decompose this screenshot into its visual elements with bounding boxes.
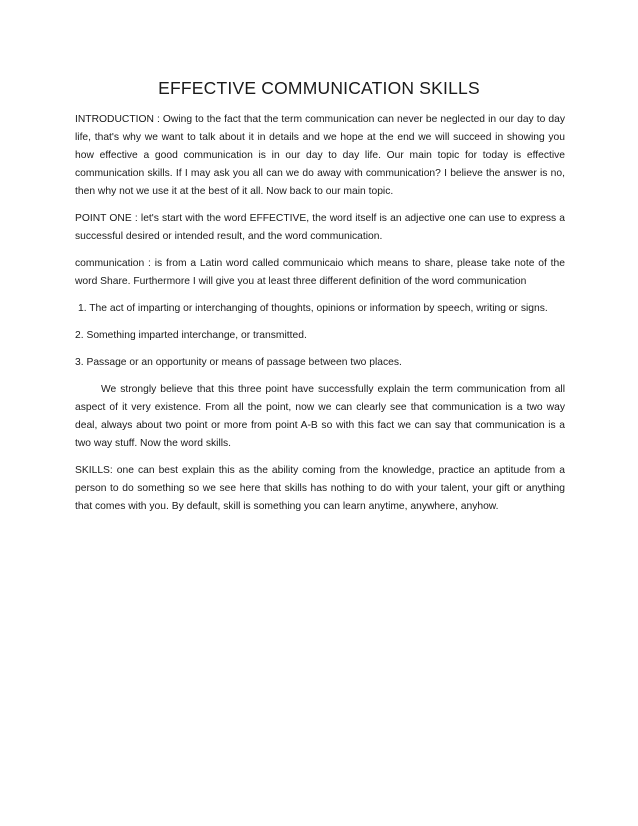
paragraph-communication-definition: communication : is from a Latin word called communicaio which means to share, please take note of the word Share. Furthermore I will give you at least three different definition of the word communication: [75, 258, 565, 287]
paragraph-point-one: POINT ONE : let's start with the word EFFECTIVE, the word itself is an adjective one can use to express a successful desired or intended result, and the word communication.: [75, 213, 565, 242]
paragraph-skills: SKILLS: one can best explain this as the ability coming from the knowledge, practice an aptitude from a person to do something so we see here that skills has nothing to do with your talent, your gift or anything that comes with you. By default, skill is something you can learn anytime, anywhere, anyhow.: [75, 465, 565, 512]
paragraph-introduction: INTRODUCTION : Owing to the fact that the term communication can never be neglected in our day to day life, that's why we want to talk about it in details and we hope at the end we will succeed in showing you how effective a good communication is in our day to day life. Our main topic for today is effective communication skills. If I may ask you all can we do away with communication? I believe the answer is no, then why not we use it at the best of it all. Now back to our main topic.: [75, 114, 565, 197]
definition-item-2: 2. Something imparted interchange, or transmitted.: [75, 330, 307, 341]
document-title: EFFECTIVE COMMUNICATION SKILLS: [158, 78, 480, 98]
definition-item-3: 3. Passage or an opportunity or means of passage between two places.: [75, 357, 402, 368]
paragraph-conclusion-communication: We strongly believe that this three point have successfully explain the term communication from all aspect of it very existence. From all the point, now we can clearly see that communication is a two way deal, always about two point or more from point A-B so with this fact we can say that communication is a two way stuff. Now the word skills.: [75, 384, 565, 449]
definition-item-1: 1. The act of imparting or interchanging of thoughts, opinions or information by speech, writing or signs.: [78, 303, 548, 314]
document-body: [75, 111, 565, 525]
